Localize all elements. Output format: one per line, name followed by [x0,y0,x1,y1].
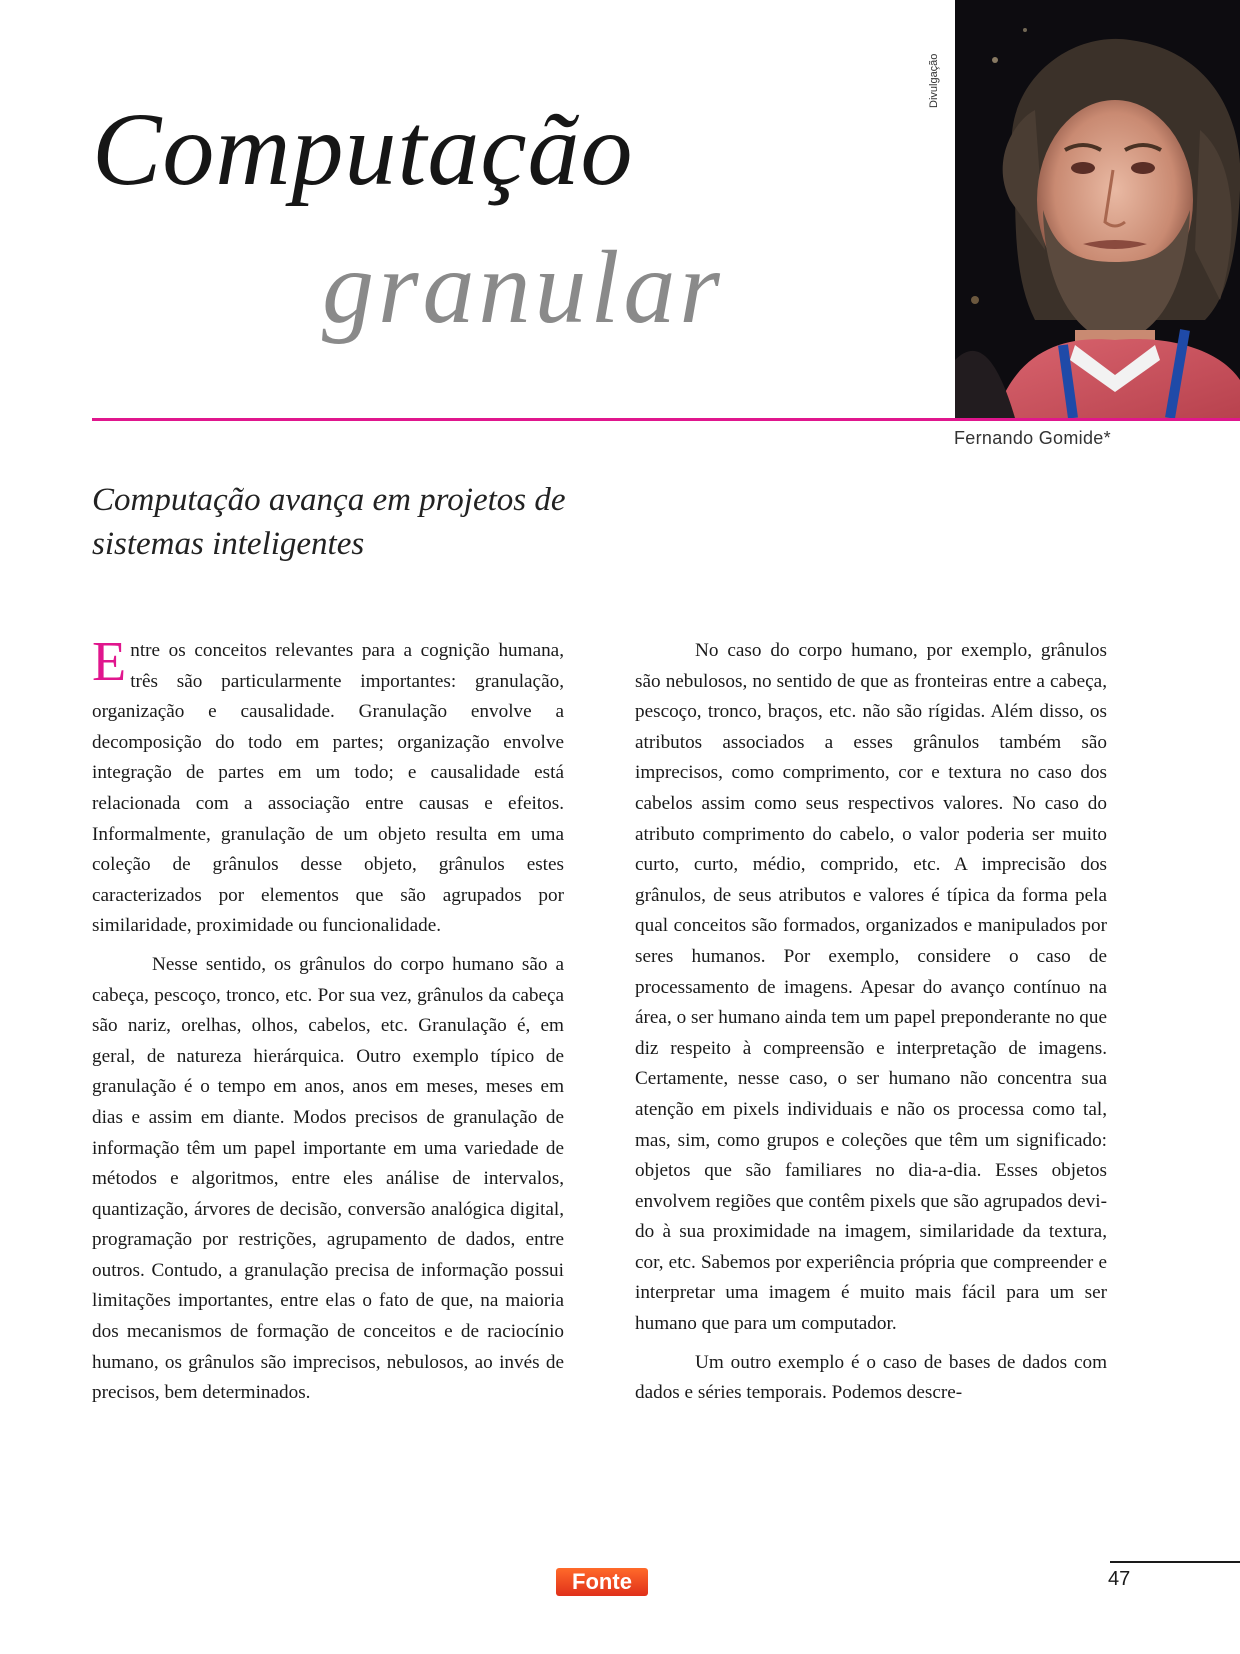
author-photo [955,0,1240,418]
article-title-line2: granular [322,230,724,345]
paragraph: Um outro exemplo é o caso de bases de dados com dados e séries temporais. Podemos descre- [635,1351,1107,1404]
article-title-line1: Computação [92,92,634,207]
header-divider [92,418,1240,421]
photo-credit: Divulgação [928,53,940,108]
paragraph: No caso do corpo humano, por exemplo, grânulos são nebulosos, no sentido de que as fronteiras entre a cabeça, pescoço, tronco, braços, etc. não são rígidas. Além disso, os atributos associados a esses grânulos também são imprecisos, como comprimento, cor e textura no caso dos cabelos assim como seus respectivos valores. No caso do atributo comprimento do cabelo, o valor poderia ser muito curto, curto, médio, comprido, etc. A imprecisão dos grânulos, de seus atributos e valores é típica da forma pela qual conceitos são formados, organizados e manipulados por seres humanos. Por exemplo, considere o caso de processamento de imagens. Apesar do avanço contínuo na área, o ser humano ainda tem um papel preponderante no que diz respeito à compreensão e interpretação de imagens. Certamente, nesse caso, o ser humano não concentra sua atenção em pixels individuais e não os processa como tal, mas, sim, como grupos e coleções que têm um significado: objetos que são familiares no dia-a-dia. Esses objetos envolvem regiões que contêm pixels que são agrupados devido à sua proximidade na imagem, similaridade da textura, cor, etc. Sabemos por experiência própria que compreender e interpretar uma imagem é muito mais fácil para um ser humano que para um computador. [635,640,1107,1335]
article-column-right [635,636,1107,1417]
paragraph [92,631,564,942]
article-subtitle [92,478,792,566]
magazine-logo: Fonte [556,1568,648,1596]
author-portrait-image [955,0,1240,418]
page-number: 47 [1108,1568,1131,1590]
paragraph-text: ntre os conceitos relevantes para a cognição humana, três são particularmente importantes: granulação, organização e causalidade. Granulação envolve a decomposição do todo em partes; organização envolve integração de partes em um todo; e causalidade está relacionada com a associação entre causas e efeitos. Informalmente, granulação de um objeto resulta em uma coleção de grânulos desse objeto, grânulos estes caracterizados por elementos que são agrupados por similaridade, proximidade ou funcionalidade. [92,640,564,937]
article-column-left [92,631,564,1417]
author-name: Fernando Gomide* [954,428,1111,448]
subtitle-line2: sistemas inteligentes [92,526,365,562]
paragraph: Nesse sentido, os grânulos do corpo humano são a cabeça, pescoço, tronco, etc. Por sua vez, grânulos da cabeça são nariz, orelhas, olhos, cabelos, etc. Granulação é, em geral, de natureza hierárquica. Outro exemplo típico de granulação é o tempo em anos, anos em meses, meses em dias e assim em diante. Modos precisos de granulação de informação têm um papel importante em uma variedade de métodos e algoritmos, entre eles análise de intervalos, quantização, árvores de decisão, conversão analógica digital, programação por restrições, agrupamento de dados, entre outros. Contudo, a granulação precisa de informação possui limitações importantes, entre elas o fato de que, na maioria dos mecanismos de formação de conceitos e de raciocínio humano, os grânulos são imprecisos, nebulosos, ao invés de precisos, bem determinados. [92,953,564,1404]
drop-cap: E [92,631,127,693]
subtitle-line1: Computação avança em projetos de [92,482,566,518]
footer-divider [1110,1561,1240,1563]
